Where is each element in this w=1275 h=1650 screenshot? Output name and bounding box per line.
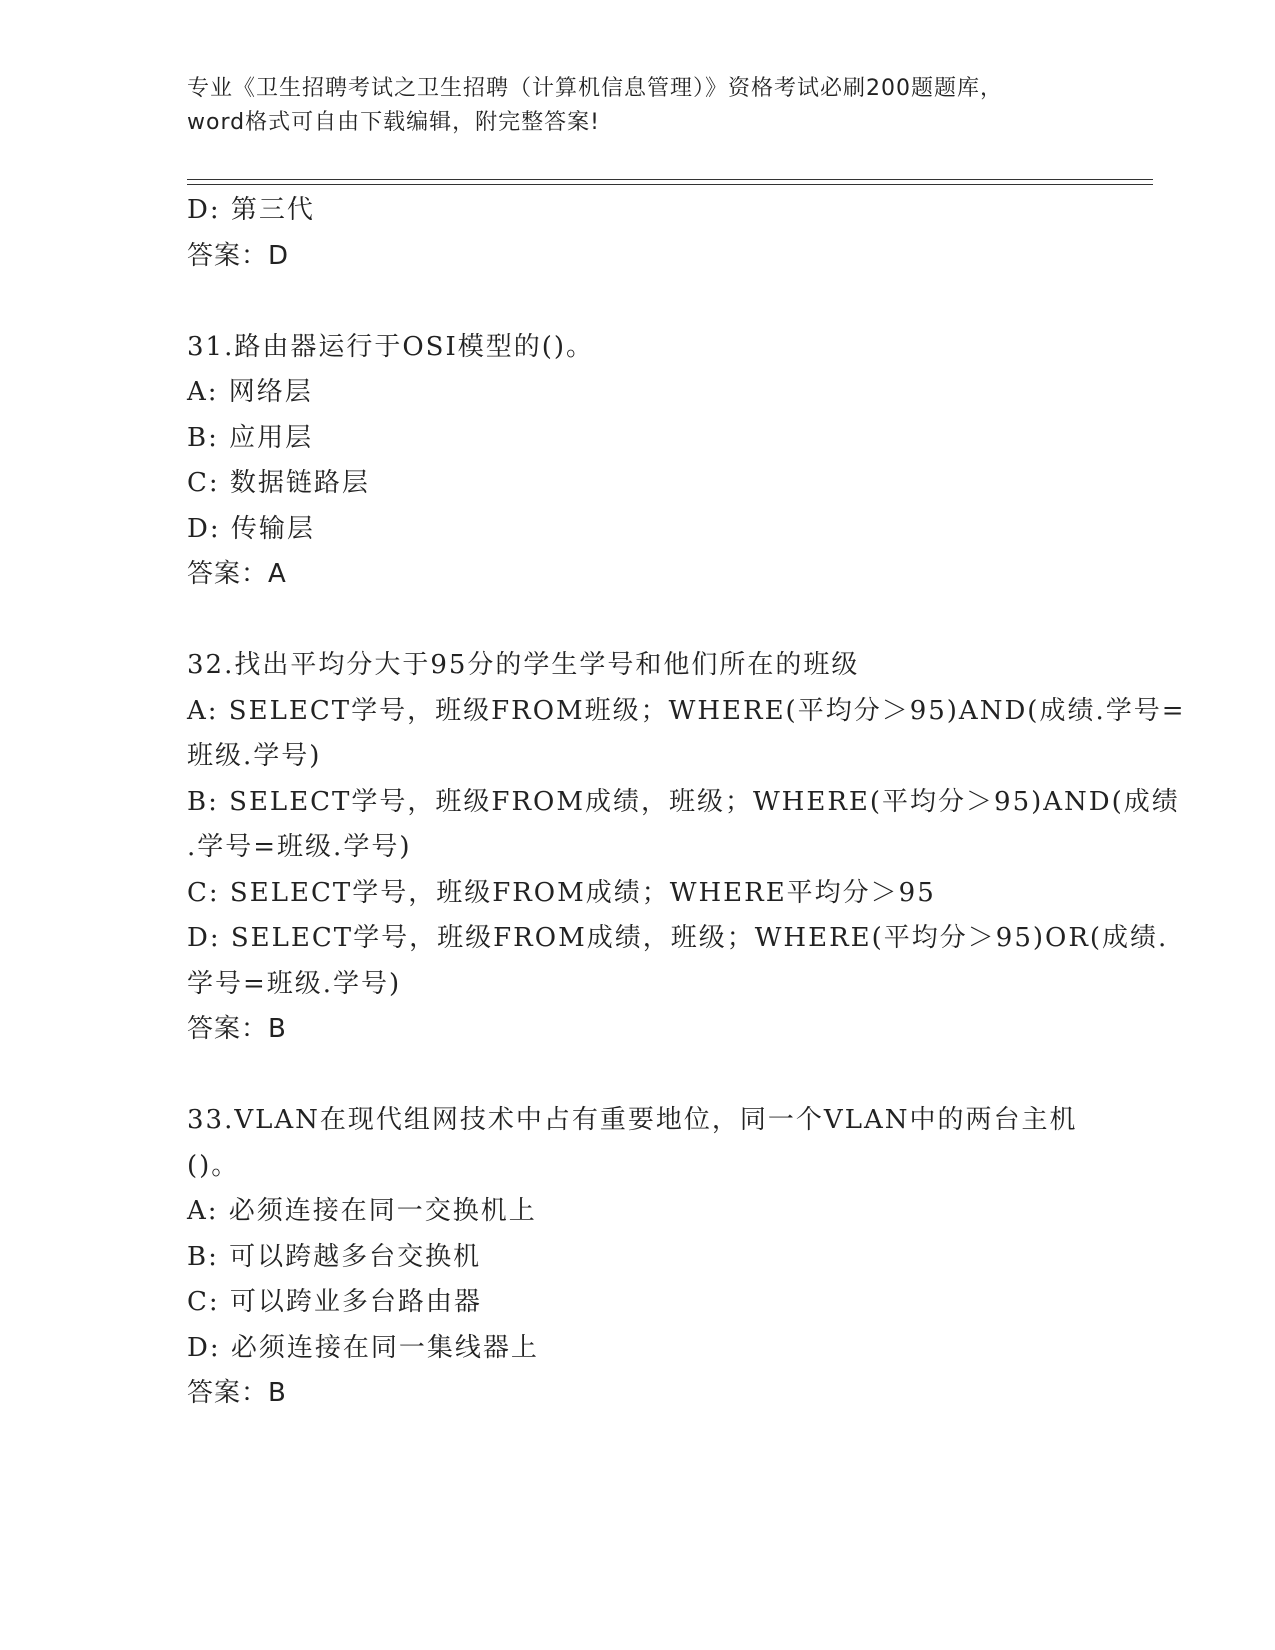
option-a: A: 必须连接在同一交换机上 <box>187 1196 537 1226</box>
document-header <box>187 72 1087 140</box>
answer-line: 答案：A <box>187 559 287 589</box>
spacer <box>187 1053 1107 1099</box>
question-33 <box>187 1098 1107 1417</box>
option-c: C: 可以跨业多台路由器 <box>187 1287 482 1317</box>
answer-line: 答案：B <box>187 1014 287 1044</box>
option-d: D: 第三代 <box>187 195 315 225</box>
header-line-2: word格式可自由下载编辑，附完整答案! <box>187 110 600 135</box>
option-a: A: SELECT学号，班级FROM班级；WHERE(平均分＞95)AND(成绩.学号= <box>187 695 1186 726</box>
header-divider-bottom <box>187 184 1153 185</box>
header-divider-top <box>187 179 1153 180</box>
option-b: B: 应用层 <box>187 422 314 453</box>
previous-question-tail <box>187 188 1107 279</box>
answer-line: 答案：D <box>187 240 290 271</box>
question-stem: 32.找出平均分大于95分的学生学号和他们所在的班级 <box>187 650 860 680</box>
question-stem: 33.VLAN在现代组网技术中占有重要地位，同一个VLAN中的两台主机 <box>187 1105 1078 1135</box>
question-stem-continued: ()。 <box>187 1150 240 1181</box>
option-c: C: 数据链路层 <box>187 468 370 498</box>
answer-line: 答案：B <box>187 1378 287 1408</box>
question-stem: 31.路由器运行于OSI模型的()。 <box>187 331 595 362</box>
spacer <box>187 598 1107 644</box>
spacer <box>187 279 1107 325</box>
question-list <box>187 188 1186 1417</box>
option-a: A: 网络层 <box>187 377 313 407</box>
option-b: B: 可以跨越多台交换机 <box>187 1241 482 1272</box>
option-d: D: SELECT学号，班级FROM成绩，班级；WHERE(平均分＞95)OR(成绩. <box>187 923 1169 953</box>
option-d-continued: 学号=班级.学号) <box>187 968 402 999</box>
option-d: D: 必须连接在同一集线器上 <box>187 1332 539 1363</box>
question-31 <box>187 325 1107 598</box>
option-c: C: SELECT学号，班级FROM成绩；WHERE平均分＞95 <box>187 877 936 908</box>
option-a-continued: 班级.学号) <box>187 741 322 771</box>
option-d: D: 传输层 <box>187 513 315 544</box>
question-32 <box>187 643 1186 1053</box>
option-b: B: SELECT学号，班级FROM成绩，班级；WHERE(平均分＞95)AND(成绩 <box>187 786 1180 817</box>
header-line-1: 专业《卫生招聘考试之卫生招聘（计算机信息管理）》资格考试必刷200题题库， <box>187 76 1003 101</box>
option-b-continued: .学号=班级.学号) <box>187 832 412 862</box>
